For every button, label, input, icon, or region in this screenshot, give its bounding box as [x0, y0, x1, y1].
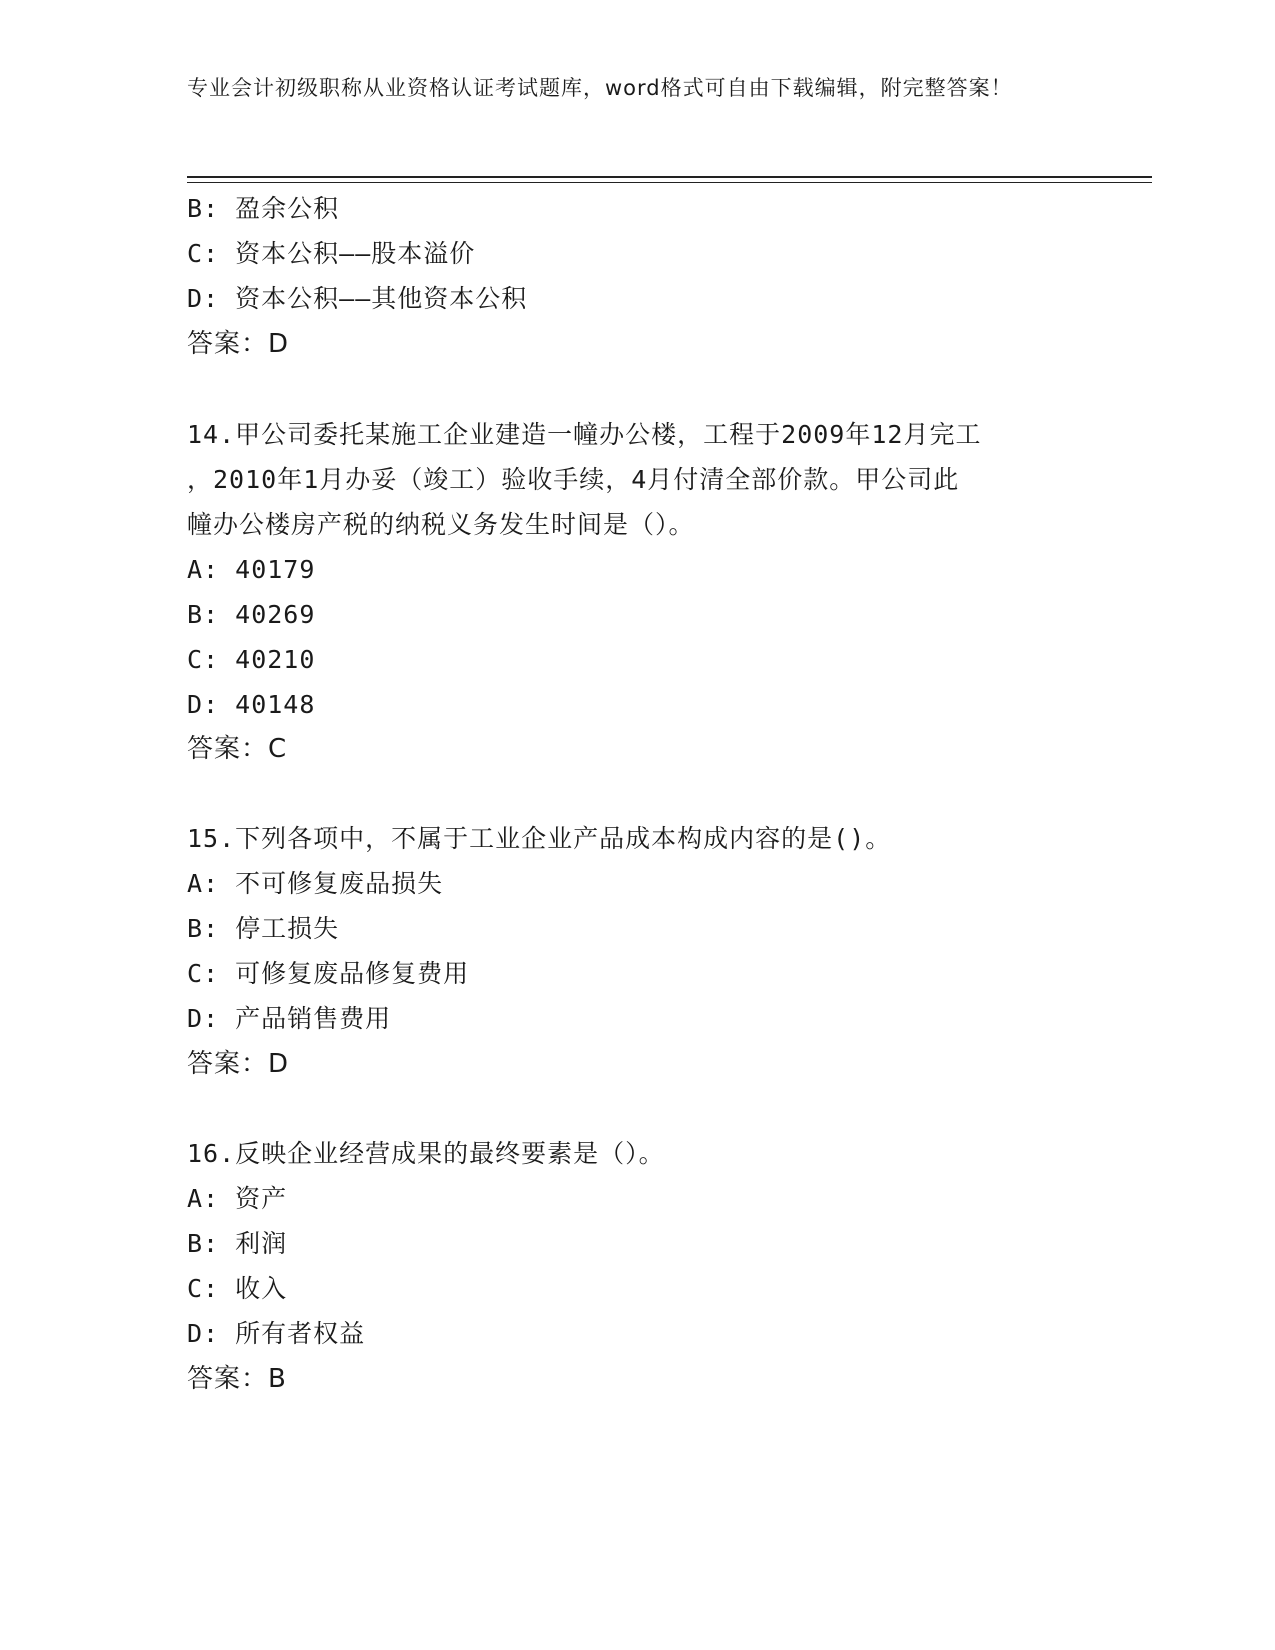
question-15-option-a: A: 不可修复废品损失 [187, 869, 444, 898]
question-16-option-b: B: 利润 [187, 1229, 288, 1258]
header-note: 专业会计初级职称从业资格认证考试题库，word格式可自由下载编辑，附完整答案！ [187, 76, 1013, 100]
question-14-option-a: A: 40179 [187, 555, 316, 584]
question-16-answer: 答案：B [187, 1364, 287, 1394]
question-15-stem: 15.下列各项中，不属于工业企业产品成本构成内容的是()。 [187, 824, 892, 853]
question-14-answer: 答案：C [187, 734, 288, 764]
question-16-stem: 16.反映企业经营成果的最终要素是（）。 [187, 1139, 665, 1168]
question-16-option-c: C: 收入 [187, 1274, 288, 1303]
question-15-option-b: B: 停工损失 [187, 914, 340, 943]
answer: 答案：D [187, 329, 290, 359]
question-14-option-c: C: 40210 [187, 645, 316, 674]
question-15-option-d: D: 产品销售费用 [187, 1004, 392, 1033]
question-14-stem-line-3: 幢办公楼房产税的纳税义务发生时间是（）。 [187, 510, 695, 539]
question-15-answer: 答案：D [187, 1049, 290, 1079]
question-14-option-b: B: 40269 [187, 600, 316, 629]
question-14-option-d: D: 40148 [187, 690, 316, 719]
question-16-option-d: D: 所有者权益 [187, 1319, 366, 1348]
question-14-stem-line-2: ，2010年1月办妥（竣工）验收手续，4月付清全部价款。甲公司此 [187, 465, 960, 494]
question-15-option-c: C: 可修复废品修复费用 [187, 959, 470, 988]
option-d: D: 资本公积——其他资本公积 [187, 284, 528, 313]
question-16-option-a: A: 资产 [187, 1184, 288, 1213]
question-14-stem-line-1: 14.甲公司委托某施工企业建造一幢办公楼，工程于2009年12月完工 [187, 420, 982, 449]
option-c: C: 资本公积——股本溢价 [187, 239, 476, 268]
option-b: B: 盈余公积 [187, 194, 340, 223]
header-rule-thick [187, 176, 1152, 178]
header-rule-thin [187, 182, 1152, 183]
